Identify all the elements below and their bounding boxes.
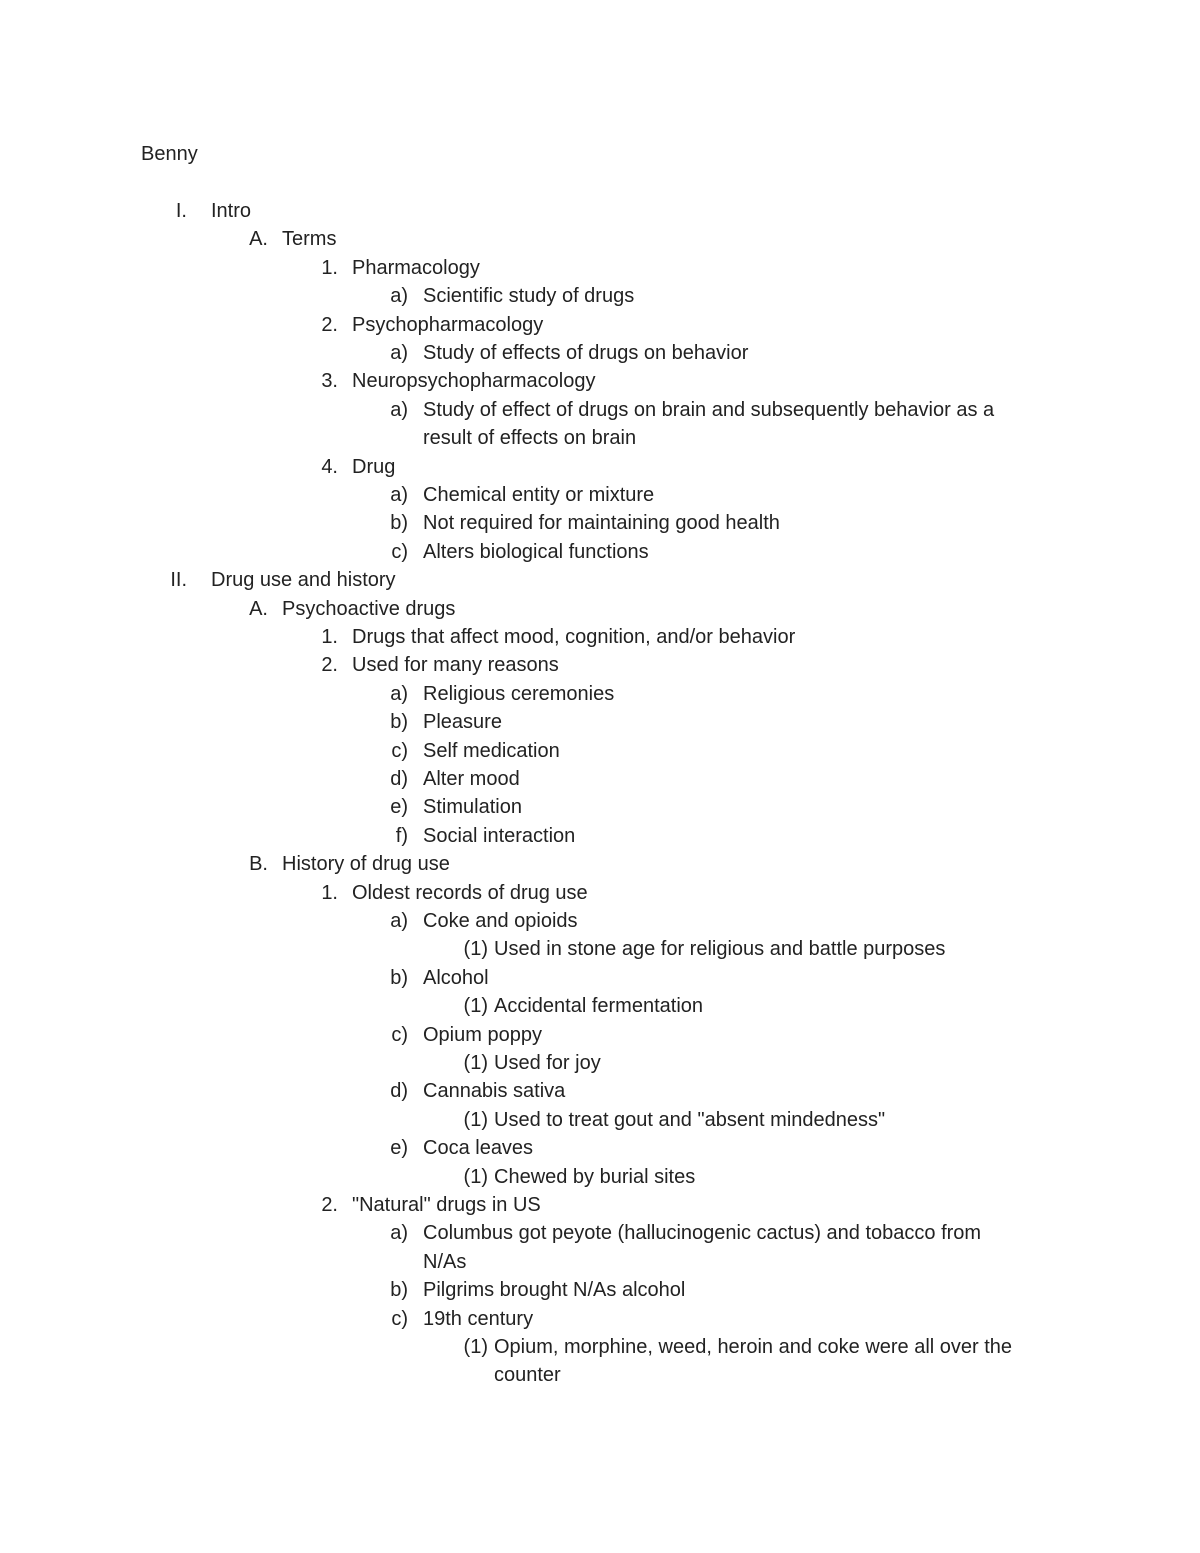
outline-text: counter xyxy=(494,1364,561,1386)
outline-text: Drugs that affect mood, cognition, and/or behavior xyxy=(352,626,796,648)
outline-text: Psychoactive drugs xyxy=(282,598,456,620)
outline-marker: A. xyxy=(249,228,268,250)
outline-text: Stimulation xyxy=(423,796,522,818)
outline-text: N/As xyxy=(423,1251,467,1273)
outline-marker: c) xyxy=(391,1024,408,1046)
outline-marker: d) xyxy=(390,1080,408,1102)
outline-marker: 2. xyxy=(321,654,338,676)
outline-item-level-4 xyxy=(0,824,1200,852)
outline-marker: (1) xyxy=(463,1052,488,1074)
outline-text: History of drug use xyxy=(282,853,450,875)
outline-text: Study of effects of drugs on behavior xyxy=(423,342,749,364)
outline-text: Terms xyxy=(282,228,337,250)
outline-text: Neuropsychopharmacology xyxy=(352,370,596,392)
outline-marker: 1. xyxy=(321,882,338,904)
outline-item-level-5 xyxy=(0,1165,1200,1193)
outline-marker: 4. xyxy=(321,456,338,478)
outline-text: Used for many reasons xyxy=(352,654,559,676)
outline-item-level-4 xyxy=(0,909,1200,937)
outline-text: Oldest records of drug use xyxy=(352,882,588,904)
outline-marker: e) xyxy=(390,1137,408,1159)
outline-item-level-3 xyxy=(0,1193,1200,1221)
outline-text: Self medication xyxy=(423,740,560,762)
outline-text: Not required for maintaining good health xyxy=(423,512,780,534)
outline-item-level-4 xyxy=(0,682,1200,710)
outline-marker: (1) xyxy=(463,1109,488,1131)
outline-marker: a) xyxy=(390,910,408,932)
outline-item-level-4 xyxy=(0,1278,1200,1306)
outline-item-level-3 xyxy=(0,256,1200,284)
outline-marker: a) xyxy=(390,683,408,705)
outline-item-level-5 xyxy=(0,1363,1200,1391)
outline-text: "Natural" drugs in US xyxy=(352,1194,541,1216)
outline-item-level-4 xyxy=(0,398,1200,426)
outline-text: Chemical entity or mixture xyxy=(423,484,655,506)
outline-item-level-5 xyxy=(0,994,1200,1022)
outline-text: Opium poppy xyxy=(423,1024,542,1046)
outline-item-level-3 xyxy=(0,881,1200,909)
outline-marker: 2. xyxy=(321,1194,338,1216)
outline-text: Social interaction xyxy=(423,825,576,847)
outline-text: Intro xyxy=(211,200,252,222)
outline-item-level-3 xyxy=(0,625,1200,653)
outline-item-level-4 xyxy=(0,284,1200,312)
outline-item-level-4 xyxy=(0,710,1200,738)
outline-marker: A. xyxy=(249,598,268,620)
outline-item-level-4 xyxy=(0,1136,1200,1164)
outline-item-level-3 xyxy=(0,313,1200,341)
outline-text: Opium, morphine, weed, heroin and coke were all over the xyxy=(494,1336,1013,1358)
outline-text: Pleasure xyxy=(423,711,502,733)
outline-marker: b) xyxy=(390,711,408,733)
outline-text: Scientific study of drugs xyxy=(423,285,635,307)
outline-item-level-4 xyxy=(0,966,1200,994)
outline-item-level-3 xyxy=(0,653,1200,681)
outline-item-level-4 xyxy=(0,1221,1200,1249)
outline-marker: b) xyxy=(390,1279,408,1301)
outline-marker: 3. xyxy=(321,370,338,392)
outline-item-level-4 xyxy=(0,1079,1200,1107)
outline-item-level-3 xyxy=(0,455,1200,483)
outline-marker: c) xyxy=(391,740,408,762)
outline-item-level-4 xyxy=(0,426,1200,454)
outline-item-level-2 xyxy=(0,852,1200,880)
outline-text: Drug use and history xyxy=(211,569,396,591)
outline-text: Coca leaves xyxy=(423,1137,534,1159)
outline-marker: c) xyxy=(391,541,408,563)
outline-text: Alcohol xyxy=(423,967,489,989)
outline-text: Cannabis sativa xyxy=(423,1080,566,1102)
outline-marker: b) xyxy=(390,512,408,534)
outline-text: result of effects on brain xyxy=(423,427,637,449)
outline-item-level-4 xyxy=(0,341,1200,369)
outline-text: Drug xyxy=(352,456,396,478)
outline-marker: e) xyxy=(390,796,408,818)
outline-marker: c) xyxy=(391,1308,408,1330)
outline-text: Chewed by burial sites xyxy=(494,1166,696,1188)
outline-marker: d) xyxy=(390,768,408,790)
outline-marker: I. xyxy=(175,200,187,222)
outline-item-level-5 xyxy=(0,1335,1200,1363)
outline-text: Study of effect of drugs on brain and subsequently behavior as a xyxy=(423,399,995,421)
outline-item-level-4 xyxy=(0,795,1200,823)
outline-text: Religious ceremonies xyxy=(423,683,615,705)
outline-item-level-5 xyxy=(0,1051,1200,1079)
outline-marker: (1) xyxy=(463,938,488,960)
outline-text: Used to treat gout and "absent mindedness" xyxy=(494,1109,886,1131)
outline-item-level-5 xyxy=(0,1108,1200,1136)
document-title: Benny xyxy=(141,143,198,165)
outline-item-level-2 xyxy=(0,227,1200,255)
outline-marker: (1) xyxy=(463,1336,488,1358)
outline-text: Used in stone age for religious and battle purposes xyxy=(494,938,946,960)
outline-marker: II. xyxy=(170,569,187,591)
outline-text: Accidental fermentation xyxy=(494,995,704,1017)
outline-item-level-4 xyxy=(0,1250,1200,1278)
outline-marker: B. xyxy=(249,853,268,875)
outline-marker: (1) xyxy=(463,1166,488,1188)
outline-marker: a) xyxy=(390,399,408,421)
outline-text: Psychopharmacology xyxy=(352,314,544,336)
outline-marker: (1) xyxy=(463,995,488,1017)
outline-text: Pilgrims brought N/As alcohol xyxy=(423,1279,686,1301)
outline-item-level-5 xyxy=(0,937,1200,965)
outline-item-level-4 xyxy=(0,767,1200,795)
outline-marker: a) xyxy=(390,1222,408,1244)
outline-item-level-3 xyxy=(0,369,1200,397)
outline-text: Alter mood xyxy=(423,768,520,790)
outline-marker: 1. xyxy=(321,257,338,279)
outline-item-level-4 xyxy=(0,511,1200,539)
outline-item-level-4 xyxy=(0,540,1200,568)
outline-item-level-1 xyxy=(0,568,1200,596)
outline-text: Used for joy xyxy=(494,1052,601,1074)
outline-text: Pharmacology xyxy=(352,257,480,279)
outline-marker: a) xyxy=(390,342,408,364)
outline-marker: f) xyxy=(395,825,408,847)
outline-text: Alters biological functions xyxy=(423,541,649,563)
outline-marker: a) xyxy=(390,484,408,506)
outline-item-level-4 xyxy=(0,1023,1200,1051)
outline-text: 19th century xyxy=(423,1308,534,1330)
outline-marker: b) xyxy=(390,967,408,989)
outline-marker: a) xyxy=(390,285,408,307)
outline-item-level-4 xyxy=(0,739,1200,767)
outline-item-level-2 xyxy=(0,597,1200,625)
outline-text: Columbus got peyote (hallucinogenic cactus) and tobacco from xyxy=(423,1222,982,1244)
outline-text: Coke and opioids xyxy=(423,910,578,932)
outline-item-level-4 xyxy=(0,1307,1200,1335)
outline-marker: 2. xyxy=(321,314,338,336)
outline-item-level-1 xyxy=(0,199,1200,227)
outline-marker: 1. xyxy=(321,626,338,648)
outline-item-level-4 xyxy=(0,483,1200,511)
